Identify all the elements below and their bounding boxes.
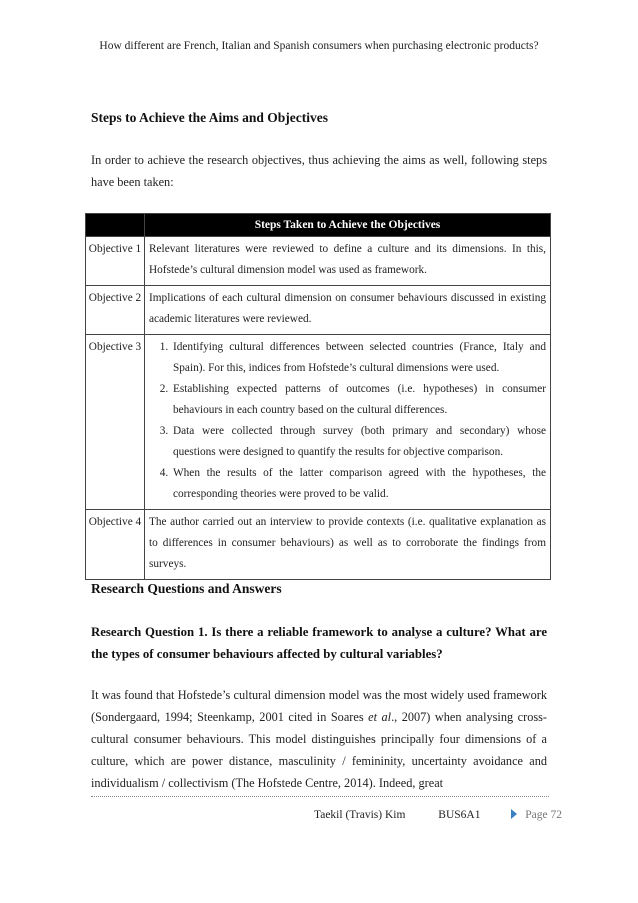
section-heading-questions: Research Questions and Answers [91, 581, 282, 596]
footer-author: Taekil (Travis) Kim [314, 809, 406, 821]
objective-steps-list [149, 337, 546, 505]
page-footer [314, 809, 562, 821]
objective-description: The author carried out an interview to provide contexts (i.e. qualitative explanation as to differences in consumer behaviours) as well as to corroborate the findings from surveys. [145, 510, 551, 580]
triangle-right-icon [511, 809, 517, 819]
table-row [86, 510, 551, 580]
research-question-1: Research Question 1. Is there a reliable framework to analyse a culture? What are the types of consumer behaviours affected by cultural variables? [91, 625, 547, 661]
objective-label: Objective 1 [86, 237, 145, 286]
list-item: 3. Data were collected through survey (both primary and secondary) whose questions were designed to quantify the results for objective comparison. [171, 421, 546, 463]
footer-course-code: BUS6A1 [438, 809, 481, 821]
list-item: 2. Establishing expected patterns of outcomes (i.e. hypotheses) in consumer behaviours in each country based on the cultural differences. [171, 379, 546, 421]
table-row [86, 335, 551, 510]
objective-steps-cell [145, 335, 551, 510]
footer-divider [91, 796, 549, 797]
answer-citation-italic: et al [368, 710, 392, 724]
objective-label: Objective 2 [86, 286, 145, 335]
objectives-table [85, 213, 551, 580]
list-item: 1. Identifying cultural differences between selected countries (France, Italy and Spain). For this, indices from Hofstede’s cultural dimensions were used. [171, 337, 546, 379]
table-header-title: Steps Taken to Achieve the Objectives [145, 214, 551, 237]
footer-page-number: Page 72 [525, 809, 562, 821]
list-item: 4. When the results of the latter comparison agreed with the hypotheses, the corresponding theories were proved to be valid. [171, 463, 546, 505]
answer-paragraph [91, 684, 547, 794]
answer-text-2: ., 2007) when analysing cross-cultural consumer behaviours. This model distinguishes principally four dimensions of a culture, which are power distance, masculinity / femininity, uncertainty avoidance and individualism / collectivism (The Hofstede Centre, 2014). Indeed, great [91, 710, 548, 790]
objective-description: Relevant literatures were reviewed to define a culture and its dimensions. In this, Hofstede’s cultural dimension model was used as framework. [145, 237, 551, 286]
section-heading-steps: Steps to Achieve the Aims and Objectives [91, 110, 328, 125]
table-header-blank [86, 214, 145, 237]
table-header-row [86, 214, 551, 237]
table-row [86, 237, 551, 286]
table-row [86, 286, 551, 335]
intro-paragraph: In order to achieve the research objectives, thus achieving the aims as well, following steps have been taken: [91, 153, 547, 189]
objective-description: Implications of each cultural dimension on consumer behaviours discussed in existing academic literatures were reviewed. [145, 286, 551, 335]
objective-label: Objective 3 [86, 335, 145, 510]
objective-label: Objective 4 [86, 510, 145, 580]
running-header: How different are French, Italian and Spanish consumers when purchasing electronic products? [99, 40, 539, 52]
answer-text-1: It was found that Hofstede’s cultural dimension model was the most widely used framework (Sondergaard, 1994; Steenkamp, 2001 cited in Soares [91, 688, 547, 724]
